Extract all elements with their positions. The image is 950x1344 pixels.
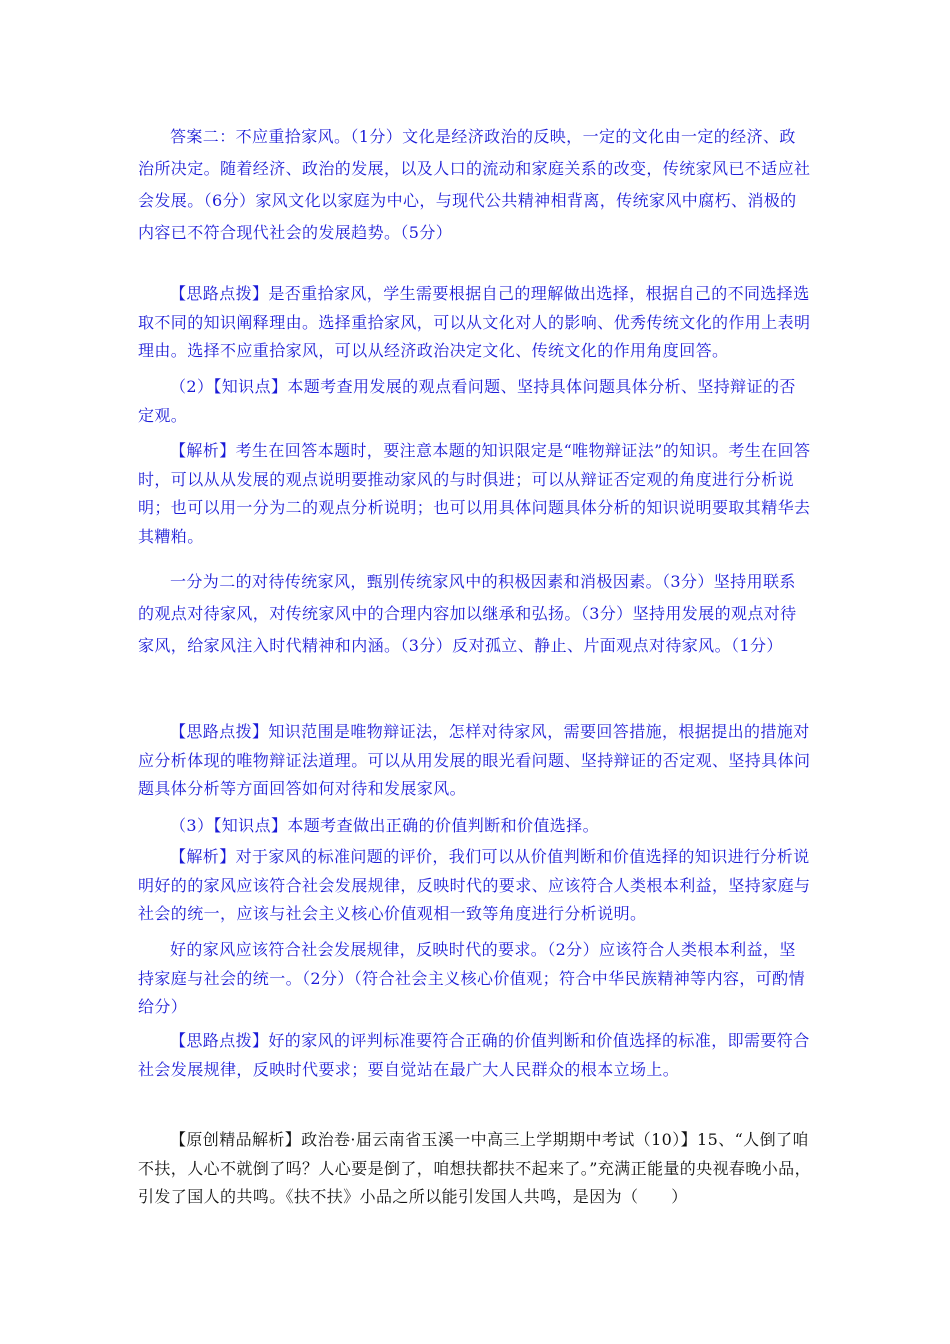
question-15-paragraph <box>138 1126 812 1212</box>
paragraph-text: 【思路点拨】好的家风的评判标准要符合正确的价值判断和价值选择的标准，即需要符合社会发展规律，反映时代要求；要自觉站在最广大人民群众的根本立场上。 <box>138 1031 810 1079</box>
analysis-paragraph-3 <box>138 843 812 929</box>
thinking-hint-paragraph-2 <box>138 718 812 804</box>
paragraph-text: 答案二：不应重拾家风。（1分）文化是经济政治的反映，一定的文化由一定的经济、政治所决定。随着经济、政治的发展，以及人口的流动和家庭关系的改变，传统家风已不适应社会发展。（6分）家风文化以家庭为中心，与现代公共精神相背离，传统家风中腐朽、消极的内容已不符合现代社会的发展趋势。（5分） <box>138 127 811 242</box>
paragraph-text: 【解析】考生在回答本题时，要注意本题的知识限定是“唯物辩证法”的知识。考生在回答时，可以从从发展的观点说明要推动家风的与时俱进；可以从辩证否定观的角度进行分析说明；也可以用一分为二的观点分析说明；也可以用具体问题具体分析的知识说明要取其精华去其糟粕。 <box>138 441 811 546</box>
knowledge-point-paragraph-2 <box>138 373 812 430</box>
answer-paragraph-2 <box>138 566 812 662</box>
paragraph-text: 好的家风应该符合社会发展规律，反映时代的要求。（2分）应该符合人类根本利益，坚持家庭与社会的统一。（2分）（符合社会主义核心价值观；符合中华民族精神等内容，可酌情给分） <box>138 940 805 1016</box>
knowledge-point-paragraph-3 <box>138 812 812 841</box>
thinking-hint-paragraph-1 <box>138 280 812 366</box>
paragraph-text: 一分为二的对待传统家风，甄别传统家风中的积极因素和消极因素。（3分）坚持用联系的观点对待家风，对传统家风中的合理内容加以继承和弘扬。（3分）坚持用发展的观点对待家风，给家风注入时代精神和内涵。（3分）反对孤立、静止、片面观点对待家风。（1分） <box>138 572 797 655</box>
paragraph-text: 【思路点拨】知识范围是唯物辩证法，怎样对待家风，需要回答措施，根据提出的措施对应分析体现的唯物辩证法道理。可以从用发展的眼光看问题、坚持辩证的否定观、坚持具体问题具体分析等方面回答如何对待和发展家风。 <box>138 722 811 798</box>
paragraph-text: （3）【知识点】本题考查做出正确的价值判断和价值选择。 <box>170 816 599 835</box>
paragraph-text: 【思路点拨】是否重拾家风，学生需要根据自己的理解做出选择，根据自己的不同选择选取不同的知识阐释理由。选择重拾家风，可以从文化对人的影响、优秀传统文化的作用上表明理由。选择不应重拾家风，可以从经济政治决定文化、传统文化的作用角度回答。 <box>138 284 811 360</box>
paragraph-text: （2）【知识点】本题考查用发展的观点看问题、坚持具体问题具体分析、坚持辩证的否定观。 <box>138 377 796 425</box>
paragraph-text: 【解析】对于家风的标准问题的评价，我们可以从价值判断和价值选择的知识进行分析说明好的的家风应该符合社会发展规律，反映时代的要求、应该符合人类根本利益，坚持家庭与社会的统一，应该与社会主义核心价值观相一致等角度进行分析说明。 <box>138 847 811 923</box>
analysis-paragraph-2 <box>138 437 812 551</box>
thinking-hint-paragraph-3 <box>138 1027 812 1084</box>
paragraph-text: 【原创精品解析】政治卷·届云南省玉溪一中高三上学期期中考试（10）】15、“人倒了咱不扶，人心不就倒了吗？人心要是倒了，咱想扶都扶不起来了。”充满正能量的央视春晚小品，引发了国人的共鸣。《扶不扶》小品之所以能引发国人共鸣，是因为（ ） <box>138 1130 811 1206</box>
answer-two-paragraph <box>138 121 812 249</box>
answer-paragraph-3 <box>138 936 812 1022</box>
